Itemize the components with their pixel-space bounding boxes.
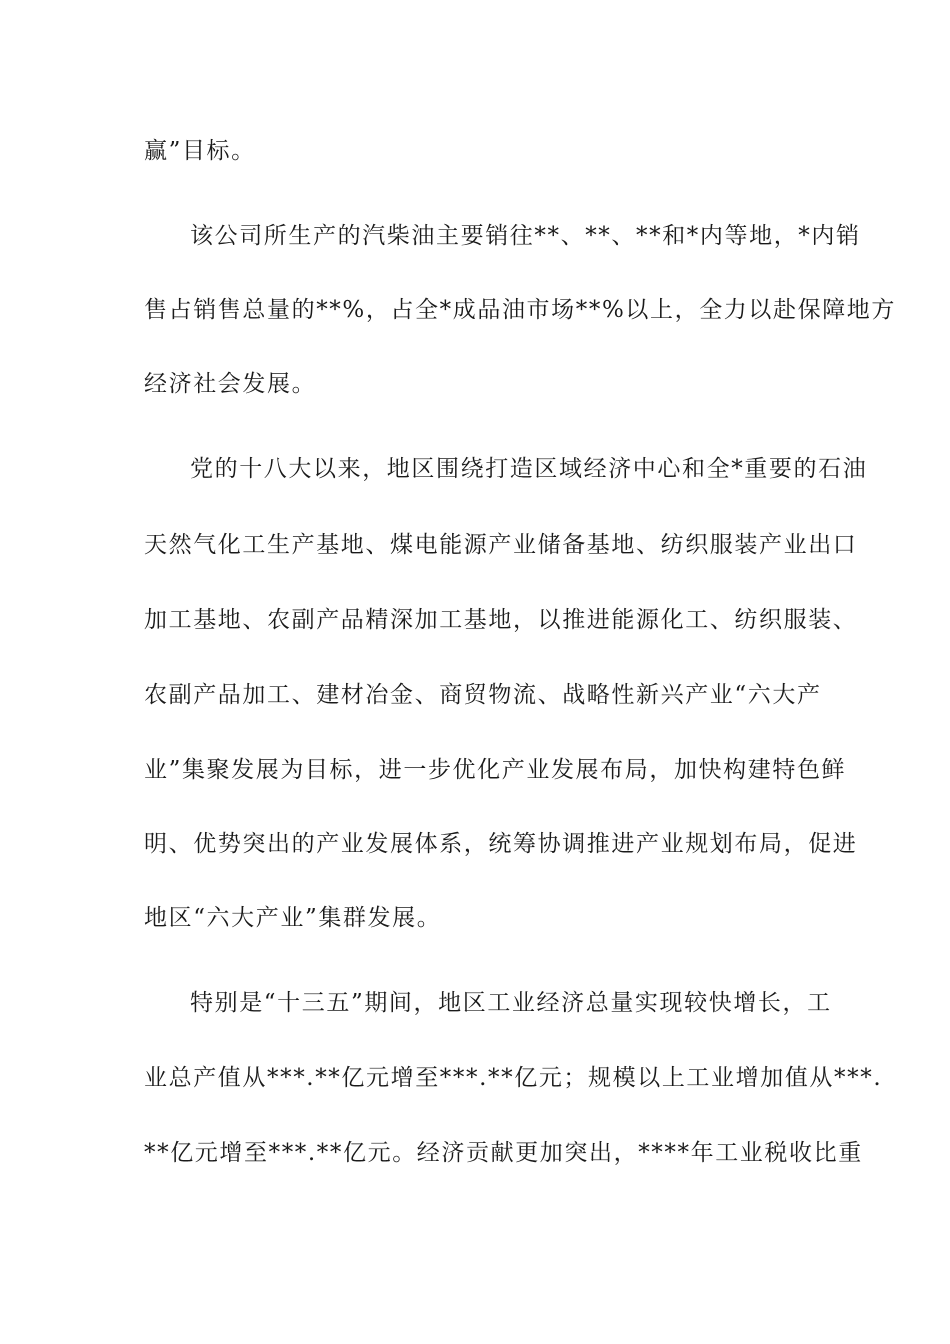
text-line: 赢”目标。 xyxy=(144,138,256,164)
text-line: 地区“六大产业”集群发展。 xyxy=(144,905,442,931)
text-line: 天然气化工生产基地、煤电能源产业储备基地、纺织服装产业出口 xyxy=(144,532,858,558)
paragraph-first-line: 该公司所生产的汽柴油主要销往**、**、**和*内等地，*内销 xyxy=(190,223,861,249)
text-line: 售占销售总量的**%，占全*成品油市场**%以上，全力以赴保障地方 xyxy=(144,297,897,323)
paragraph-first-line: 党的十八大以来，地区围绕打造区域经济中心和全*重要的石油 xyxy=(190,456,868,482)
text-line: 农副产品加工、建材冶金、商贸物流、战略性新兴产业“六大产 xyxy=(144,682,822,708)
text-line: 业总产值从***.**亿元增至***.**亿元；规模以上工业增加值从***. xyxy=(144,1065,883,1091)
text-line: 加工基地、农副产品精深加工基地，以推进能源化工、纺织服装、 xyxy=(144,607,858,633)
text-line: **亿元增至***.**亿元。经济贡献更加突出，****年工业税收比重 xyxy=(144,1140,863,1166)
paragraph-first-line: 特别是“十三五”期间，地区工业经济总量实现较快增长，工 xyxy=(190,990,832,1016)
text-line: 经济社会发展。 xyxy=(144,371,317,397)
text-line: 明、优势突出的产业发展体系，统筹协调推进产业规划布局，促进 xyxy=(144,831,858,857)
text-line: 业”集聚发展为目标，进一步优化产业发展布局，加快构建特色鲜 xyxy=(144,757,847,783)
